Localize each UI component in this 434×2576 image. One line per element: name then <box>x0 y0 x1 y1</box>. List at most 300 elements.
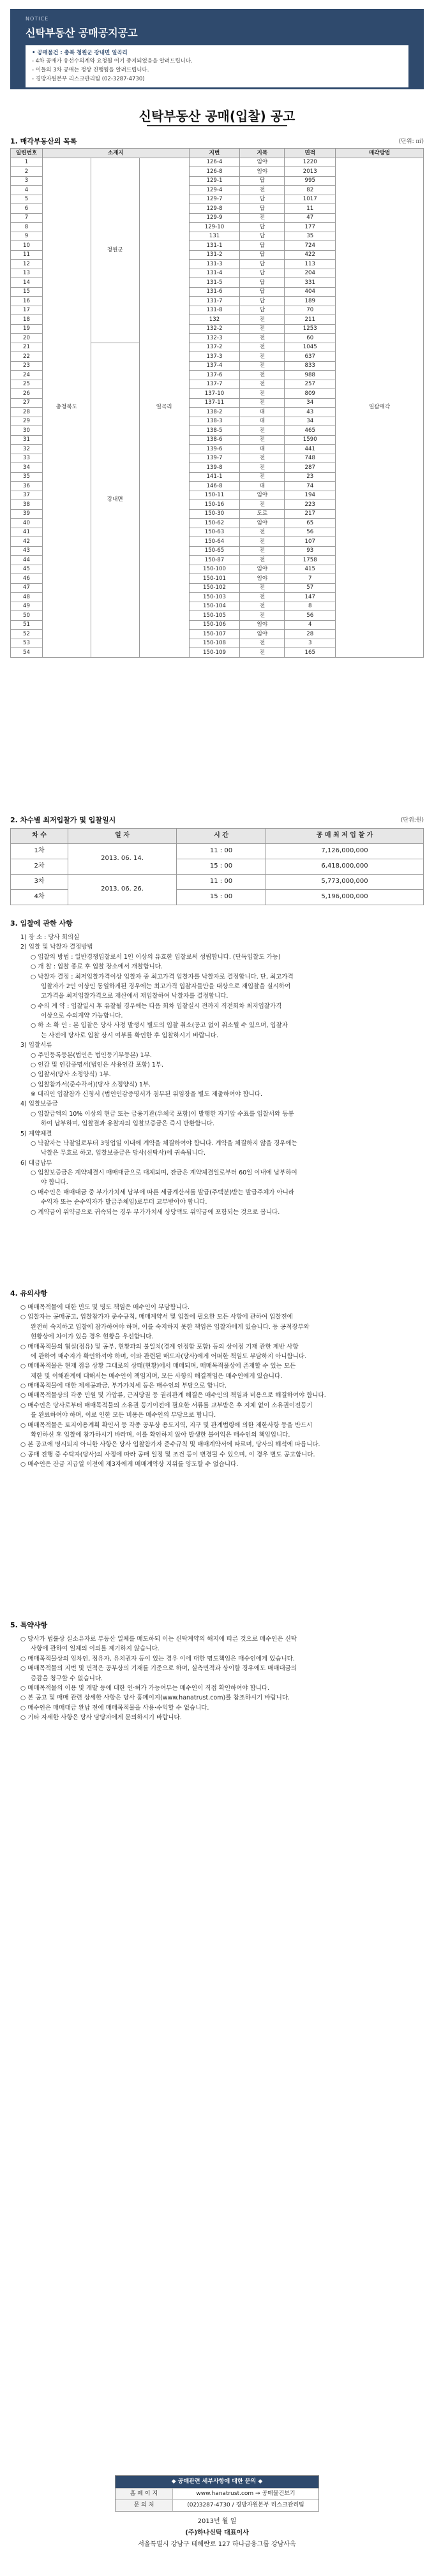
col-header: 지번 <box>189 149 240 158</box>
lot-number: 139-6 <box>189 445 240 454</box>
section-heading-3: 3. 입찰에 관한 사항 <box>10 919 73 928</box>
min-price: 6,418,000,000 <box>266 859 424 875</box>
text-line: 5) 계약체결 <box>20 1130 52 1137</box>
text-line: ○ 매수인은 매매대금 완납 전에 매매목적물을 사용·수익할 수 없습니다. <box>20 1704 209 1712</box>
bid-schedule-table <box>10 828 424 905</box>
land-category: 답 <box>240 204 285 214</box>
area: 1017 <box>285 195 336 204</box>
lot-number: 129-1 <box>189 176 240 186</box>
town-cell: 강내면 <box>91 343 139 657</box>
text-line: ○ 입찰보증금은 계약체결시 매매대금으로 대체되며, 잔금은 계약체결일로부터 60일 이내에 납부하여 <box>31 1169 297 1176</box>
land-category: 대 <box>240 445 285 454</box>
county-cell: 청원군 <box>91 158 139 343</box>
lot-number: 126-8 <box>189 167 240 177</box>
land-category: 답 <box>240 176 285 186</box>
land-category: 답 <box>240 223 285 232</box>
inquiry-key: 홈 페 이 지 <box>116 2489 173 2499</box>
sale-method-cell: 일괄매각 <box>336 158 424 657</box>
area: 194 <box>285 491 336 500</box>
text-line: ○ 입찰참가서(준수각서)(당사 소정양식) 1부. <box>31 1081 151 1088</box>
area: 833 <box>285 361 336 371</box>
lot-number: 150-107 <box>189 630 240 639</box>
text-line: ○ 인감 및 인감증명서(법인은 사용인감 포함) 1부. <box>31 1061 164 1069</box>
lot-number: 131-1 <box>189 241 240 251</box>
serial-number: 23 <box>11 361 43 371</box>
min-price: 5,773,000,000 <box>266 875 424 890</box>
lot-number: 131-6 <box>189 287 240 297</box>
area: 93 <box>285 546 336 556</box>
inquiry-row <box>116 2488 318 2499</box>
lot-number: 150-100 <box>189 565 240 574</box>
bid-terms-block <box>10 933 424 1217</box>
bid-date: 2013. 06. 26. <box>68 875 177 905</box>
land-category: 답 <box>240 297 285 306</box>
land-category: 전 <box>240 556 285 565</box>
lot-number: 131-2 <box>189 250 240 260</box>
text-line: 야 합니다. <box>41 1179 68 1187</box>
text-line: ○ 매매목적물에 대한 민도 및 명도 책임은 매수인이 부담합니다. <box>20 1304 190 1311</box>
text-line: ○ 본 공고에 명시되지 아니한 사항은 당사 입찰참가자 준수규칙 및 매매계약서에 따르며, 당사의 해석에 따릅니다. <box>20 1441 320 1449</box>
serial-number: 9 <box>11 232 43 241</box>
area: 415 <box>285 565 336 574</box>
lot-number: 138-3 <box>189 417 240 426</box>
area: 56 <box>285 611 336 621</box>
area: 1220 <box>285 158 336 167</box>
serial-number: 46 <box>11 574 43 584</box>
area: 34 <box>285 398 336 408</box>
col-header: 소재지 <box>42 149 189 158</box>
land-category: 전 <box>240 602 285 611</box>
text-line: ○ 매매목적물상의 각종 민원 및 가압류, 근저당권 등 권리관계 해결은 매수인의 책임과 비용으로 해결하여야 합니다. <box>20 1392 326 1400</box>
col-header: 면적 <box>285 149 336 158</box>
area: 809 <box>285 389 336 399</box>
serial-number: 17 <box>11 306 43 315</box>
land-category: 임야 <box>240 565 285 574</box>
lot-number: 150-63 <box>189 528 240 537</box>
bid-date: 2013. 06. 14. <box>68 844 177 875</box>
land-category: 전 <box>240 435 285 445</box>
text-line: ○ 매수인은 잔금 지급일 이전에 제3자에게 매매계약상 지위를 양도할 수 없습니다. <box>20 1461 239 1468</box>
land-category: 답 <box>240 260 285 269</box>
area: 189 <box>285 297 336 306</box>
lot-number: 131-3 <box>189 260 240 269</box>
page-title: 신탁부동산 공매(입찰) 공고 <box>138 108 296 124</box>
banner-tag: NOTICE <box>26 16 49 22</box>
text-line: 이상으로 수의계약 가능합니다. <box>41 1012 123 1019</box>
land-category: 답 <box>240 250 285 260</box>
lot-number: 131-8 <box>189 306 240 315</box>
area: 748 <box>285 454 336 463</box>
land-category: 도로 <box>240 509 285 519</box>
area: 223 <box>285 500 336 510</box>
serial-number: 18 <box>11 315 43 325</box>
area: 441 <box>285 445 336 454</box>
text-line: ○ 매매목적물은 토지이용계획 확인서 등 각종 공부상 용도지역, 지구 및 관계법령에 의한 제한사항 등을 반드시 <box>20 1421 313 1429</box>
land-category: 전 <box>240 528 285 537</box>
area: 113 <box>285 260 336 269</box>
serial-number: 11 <box>11 250 43 260</box>
land-category: 전 <box>240 398 285 408</box>
serial-number: 51 <box>11 620 43 630</box>
text-line: 사항에 관하여 일체의 이의를 제기하지 않습니다. <box>31 1645 160 1653</box>
lot-number: 150-64 <box>189 537 240 547</box>
text-line: ○ 계약금이 위약금으로 귀속되는 경우 부가가치세 상당액도 위약금에 포함되는 것으로 봅니다. <box>31 1208 280 1216</box>
text-line: ○ 입찰자는 공매공고, 입찰참가자 준수규칙, 매매계약서 및 입찰에 필요한 모든 사항에 관하여 입찰전에 <box>20 1314 293 1321</box>
lot-number: 132-3 <box>189 334 240 343</box>
text-line: 4) 입찰보증금 <box>20 1100 58 1108</box>
serial-number: 5 <box>11 195 43 204</box>
village-cell: 일곡리 <box>139 158 189 657</box>
lot-number: 132 <box>189 315 240 325</box>
serial-number: 29 <box>11 417 43 426</box>
col-header: 일련번호 <box>11 149 43 158</box>
area: 43 <box>285 408 336 417</box>
serial-number: 48 <box>11 593 43 602</box>
banner-line: • 공매물건 : 충북 청원군 강내면 일곡리 <box>32 49 128 56</box>
land-category: 대 <box>240 408 285 417</box>
lot-number: 150-109 <box>189 648 240 658</box>
lot-number: 141-1 <box>189 472 240 482</box>
land-category: 전 <box>240 334 285 343</box>
serial-number: 16 <box>11 297 43 306</box>
text-line: 3) 입찰서류 <box>20 1042 52 1049</box>
text-line: ○ 매매목적물에 대한 제세공과금, 부가가치세 등은 매수인의 부담으로 합니다. <box>20 1382 227 1389</box>
lot-number: 137-11 <box>189 398 240 408</box>
area: 1590 <box>285 435 336 445</box>
area: 637 <box>285 352 336 362</box>
serial-number: 24 <box>11 371 43 380</box>
land-category: 임야 <box>240 519 285 528</box>
lot-number: 150-102 <box>189 583 240 593</box>
serial-number: 53 <box>11 639 43 648</box>
serial-number: 54 <box>11 648 43 658</box>
land-category: 전 <box>240 611 285 621</box>
table2-unit: (단위:원) <box>400 817 424 824</box>
serial-number: 43 <box>11 546 43 556</box>
title-underline <box>147 125 287 126</box>
text-line: 에 관하여 매수자가 확인하셔야 하며, 이와 관련된 매도자(당사)에게 어떠한 책임도 부담하지 아니합니다. <box>31 1352 307 1360</box>
serial-number: 33 <box>11 454 43 463</box>
col-header: 매각방법 <box>336 149 424 158</box>
text-line: ○ 개 찰 : 입찰 종료 후 입찰 장소에서 개찰합니다. <box>31 963 163 971</box>
lot-number: 150-87 <box>189 556 240 565</box>
land-category: 답 <box>240 306 285 315</box>
table-row <box>11 158 424 167</box>
text-line: 고가격을 최저입찰가격으로 재산에서 재입찰하여 낙찰자를 결정합니다. <box>41 993 228 1000</box>
serial-number: 12 <box>11 260 43 269</box>
land-category: 전 <box>240 315 285 325</box>
text-line: ○ 입찰의 방법 : 일반경쟁입찰로서 1인 이상의 유효한 입찰로써 성립합니다. (단독입찰도 가능) <box>31 953 281 961</box>
serial-number: 49 <box>11 602 43 611</box>
lot-number: 146-8 <box>189 482 240 491</box>
area: 35 <box>285 232 336 241</box>
text-line: ○ 매매목적물의 지번 및 면적은 공부상의 기재를 기준으로 하며, 실측면적과 상이할 경우에도 매매대금의 <box>20 1665 297 1673</box>
area: 56 <box>285 528 336 537</box>
area: 28 <box>285 630 336 639</box>
serial-number: 6 <box>11 204 43 214</box>
lot-number: 131-7 <box>189 297 240 306</box>
land-category: 전 <box>240 380 285 389</box>
land-category: 전 <box>240 324 285 334</box>
area: 147 <box>285 593 336 602</box>
serial-number: 31 <box>11 435 43 445</box>
serial-number: 30 <box>11 426 43 436</box>
col-header: 지목 <box>240 149 285 158</box>
area: 1045 <box>285 343 336 352</box>
table-row <box>11 844 424 859</box>
area: 57 <box>285 583 336 593</box>
serial-number: 42 <box>11 537 43 547</box>
area: 465 <box>285 426 336 436</box>
area: 422 <box>285 250 336 260</box>
min-price: 7,126,000,000 <box>266 844 424 859</box>
text-line: ○ 낙찰자는 낙찰일로부터 3영업일 이내에 계약을 체결하여야 합니다. 계약을 체결하지 않을 경우에는 <box>31 1139 297 1147</box>
lot-number: 126-4 <box>189 158 240 167</box>
lot-number: 150-105 <box>189 611 240 621</box>
lot-number: 129-8 <box>189 204 240 214</box>
text-line: 1) 장 소 : 당사 회의실 <box>20 934 80 941</box>
text-line: 증감을 청구할 수 없습니다. <box>31 1675 103 1682</box>
text-line: ○ 주민등록등본(법인은 법인등기부등본) 1부. <box>31 1051 152 1059</box>
table1-unit: (단위: ㎡) <box>398 138 424 145</box>
text-line: ○ 입찰서(당사 소정양식) 1부. <box>31 1071 111 1079</box>
text-line: ○ 매수인은 매매대금 중 부가가치세 납부에 따른 세금계산서를 발급(주택분)받는 발급주체가 아니라 <box>31 1188 294 1196</box>
area: 204 <box>285 269 336 278</box>
section-heading-4: 4. 유의사항 <box>10 1289 48 1298</box>
lot-number: 150-30 <box>189 509 240 519</box>
serial-number: 20 <box>11 334 43 343</box>
area: 724 <box>285 241 336 251</box>
land-category: 전 <box>240 454 285 463</box>
lot-number: 131-5 <box>189 278 240 288</box>
round: 3차 <box>11 875 68 890</box>
min-price: 5,196,000,000 <box>266 890 424 905</box>
notice-banner <box>10 9 424 89</box>
lot-number: 150-108 <box>189 639 240 648</box>
text-line: ○ 매매목적물의 이용 및 개발 등에 대한 인·허가 가능여부는 매수인이 직접 확인하여야 합니다. <box>20 1684 270 1692</box>
area: 11 <box>285 204 336 214</box>
text-line: ○ 공매 진행 중 수탁자(당사)의 사정에 따라 공매 일정 및 조건 등이 변경될 수 있으며, 이 경우 별도 공고합니다. <box>20 1451 315 1458</box>
serial-number: 1 <box>11 158 43 167</box>
land-category: 답 <box>240 287 285 297</box>
land-category: 전 <box>240 537 285 547</box>
serial-number: 4 <box>11 186 43 195</box>
serial-number: 21 <box>11 343 43 352</box>
land-category: 전 <box>240 426 285 436</box>
area: 1253 <box>285 324 336 334</box>
serial-number: 15 <box>11 287 43 297</box>
area: 23 <box>285 472 336 482</box>
text-line: 완전히 숙지하고 입찰에 참가하여야 하며, 이를 숙지하지 못한 책임은 입찰자에게 있습니다. 등 공적장부와 <box>31 1323 310 1331</box>
bid-time: 15 : 00 <box>177 890 266 905</box>
area: 107 <box>285 537 336 547</box>
serial-number: 45 <box>11 565 43 574</box>
serial-number: 52 <box>11 630 43 639</box>
lot-number: 137-2 <box>189 343 240 352</box>
property-list-table <box>10 148 424 658</box>
text-line: ○ 낙찰자 결정 : 최저입찰가격이상 입찰자 중 최고가격 입찰자를 낙찰자로 결정합니다. 단, 최고가격 <box>31 973 294 981</box>
area: 211 <box>285 315 336 325</box>
land-category: 답 <box>240 232 285 241</box>
lot-number: 137-3 <box>189 352 240 362</box>
land-category: 전 <box>240 343 285 352</box>
text-line: ○ 매수인은 당사로부터 매매목적물의 소유권 등기이전에 필요한 서류를 교부받은 후 지체 없이 소유권이전등기 <box>20 1402 313 1409</box>
land-category: 대 <box>240 417 285 426</box>
text-line: ○ 기타 자세한 사항은 당사 담당자에게 문의하시기 바랍니다. <box>20 1714 182 1721</box>
land-category: 전 <box>240 186 285 195</box>
text-line: ○ 수의 계 약 : 입찰일시 후 유찰될 경우에는 다음 회차 입찰실시 전까지 직전회차 최저입찰가격 <box>31 1002 282 1010</box>
text-line: ○ 입찰금액의 10% 이상의 현금 또는 금융기관(우체국 포함)이 발행한 자기앞 수표를 입찰서와 동봉 <box>31 1110 294 1118</box>
lot-number: 131-4 <box>189 269 240 278</box>
bid-time: 11 : 00 <box>177 844 266 859</box>
area: 331 <box>285 278 336 288</box>
land-category: 전 <box>240 463 285 473</box>
text-line: 하여 납부하며, 입찰결과 유찰자의 입찰보증금은 즉시 반환합니다. <box>41 1120 214 1128</box>
area: 995 <box>285 176 336 186</box>
area: 70 <box>285 306 336 315</box>
land-category: 전 <box>240 583 285 593</box>
lot-number: 129-4 <box>189 186 240 195</box>
serial-number: 47 <box>11 583 43 593</box>
serial-number: 38 <box>11 500 43 510</box>
area: 2013 <box>285 167 336 177</box>
serial-number: 7 <box>11 213 43 223</box>
text-line: 입찰자가 2인 이상인 동일하게된 경우에는 최고가격 입찰자들만을 대상으로 재입찰을 실시하여 <box>41 982 291 990</box>
round: 4차 <box>11 890 68 905</box>
text-line: 는 사전에 당사로 입찰 상시 여부를 확인한 후 입찰하시기 바랍니다. <box>41 1032 218 1039</box>
lot-number: 139-8 <box>189 463 240 473</box>
lot-number: 150-103 <box>189 593 240 602</box>
serial-number: 22 <box>11 352 43 362</box>
banner-title: 신탁부동산 공매공지공고 <box>26 26 138 39</box>
lot-number: 138-6 <box>189 435 240 445</box>
land-category: 임야 <box>240 574 285 584</box>
lot-number: 129-9 <box>189 213 240 223</box>
serial-number: 27 <box>11 398 43 408</box>
area: 217 <box>285 509 336 519</box>
serial-number: 28 <box>11 408 43 417</box>
land-category: 답 <box>240 241 285 251</box>
area: 165 <box>285 648 336 658</box>
lot-number: 131 <box>189 232 240 241</box>
special-terms-block <box>10 1634 424 1722</box>
area: 4 <box>285 620 336 630</box>
lot-number: 150-65 <box>189 546 240 556</box>
serial-number: 8 <box>11 223 43 232</box>
area: 65 <box>285 519 336 528</box>
lot-number: 132-2 <box>189 324 240 334</box>
bid-time: 11 : 00 <box>177 875 266 890</box>
lot-number: 137-6 <box>189 371 240 380</box>
area: 34 <box>285 417 336 426</box>
col-header: 공 매 최 저 입 찰 가 <box>266 829 424 844</box>
section-heading-2: 2. 차수별 최저입찰가 및 입찰일시 <box>10 816 116 824</box>
text-line: ※ 대리인 입찰참가 신청서 (법인인감증명서가 첨부된 위임장을 별도 제출하여야 합니다. <box>31 1091 263 1098</box>
serial-number: 40 <box>11 519 43 528</box>
land-category: 전 <box>240 648 285 658</box>
text-line: 2) 입찰 및 낙찰자 결정방법 <box>20 944 93 951</box>
land-category: 임야 <box>240 620 285 630</box>
company-name: (주)하나신탁 대표이사 <box>185 2529 249 2536</box>
inquiry-box <box>115 2475 319 2512</box>
banner-summary-box <box>26 45 408 87</box>
region-cell: 충청북도 <box>42 158 91 657</box>
lot-number: 150-101 <box>189 574 240 584</box>
section-heading-5: 5. 특약사항 <box>10 1621 48 1629</box>
lot-number: 139-7 <box>189 454 240 463</box>
text-line: 를 완료하여야 하며, 이로 인한 모든 비용은 매수인의 부담으로 합니다. <box>31 1412 216 1419</box>
round: 1차 <box>11 844 68 859</box>
inquiry-title: ◆ 공매관련 세부사항에 대한 문의 ◆ <box>116 2476 318 2488</box>
banner-line: - 이들의 3차 공매는 정상 진행됨을 알려드립니다. <box>32 66 149 73</box>
area: 988 <box>285 371 336 380</box>
land-category: 전 <box>240 639 285 648</box>
area: 404 <box>285 287 336 297</box>
text-line: 수익자 또는 순수익자가 발급주체임)로부터 교부받아야 합니다. <box>41 1199 207 1206</box>
land-category: 전 <box>240 472 285 482</box>
contact-phone: (02)3287-4730 / 경방자원본부 리스크관리팀 <box>187 2502 304 2509</box>
text-line: ○ 하 소 확 인 : 본 입찰은 당사 사정 발생시 별도의 입찰 취소(공고 없이 취소될 수 있으며, 입찰자 <box>31 1022 288 1030</box>
area: 60 <box>285 334 336 343</box>
land-category: 전 <box>240 371 285 380</box>
company-address: 서울특별시 강남구 테헤란로 127 하나금융그룹 강남사옥 <box>138 2541 296 2548</box>
serial-number: 26 <box>11 389 43 399</box>
notice-date: 2013년 월 일 <box>197 2518 237 2525</box>
serial-number: 41 <box>11 528 43 537</box>
serial-number: 14 <box>11 278 43 288</box>
lot-number: 138-2 <box>189 408 240 417</box>
lot-number: 137-10 <box>189 389 240 399</box>
text-line: ○ 매매목적물상의 임차인, 점유자, 유치권자 등이 있는 경우 이에 대한 명도책임은 매수인에게 있습니다. <box>20 1655 295 1662</box>
land-category: 전 <box>240 352 285 362</box>
notes-block <box>10 1303 424 1469</box>
serial-number: 36 <box>11 482 43 491</box>
serial-number: 50 <box>11 611 43 621</box>
area: 7 <box>285 574 336 584</box>
area: 1758 <box>285 556 336 565</box>
text-line: ○ 매매목적물은 현재 점유 상황 그대로의 상태(현황)에서 매매되며, 매매목적물상에 존재할 수 있는 모든 <box>20 1363 296 1370</box>
homepage-link[interactable]: www.hanatrust.com → 공매물건보기 <box>196 2491 296 2498</box>
lot-number: 150-106 <box>189 620 240 630</box>
area: 3 <box>285 639 336 648</box>
serial-number: 32 <box>11 445 43 454</box>
lot-number: 150-62 <box>189 519 240 528</box>
section-heading-1: 1. 매각부동산의 목록 <box>10 137 77 145</box>
land-category: 전 <box>240 500 285 510</box>
table-row <box>11 875 424 890</box>
serial-number: 37 <box>11 491 43 500</box>
lot-number: 150-16 <box>189 500 240 510</box>
serial-number: 39 <box>11 509 43 519</box>
land-category: 임야 <box>240 167 285 177</box>
text-line: 6) 대금납부 <box>20 1159 52 1167</box>
land-category: 전 <box>240 546 285 556</box>
text-line: ○ 당사가 법률상 실소유자로 부동산 일체를 매도하되 이는 신탁계약의 해지에 따른 것으로 매수인은 신탁 <box>20 1636 297 1643</box>
area: 74 <box>285 482 336 491</box>
land-category: 전 <box>240 213 285 223</box>
land-category: 답 <box>240 278 285 288</box>
serial-number: 25 <box>11 380 43 389</box>
col-header: 차 수 <box>11 829 68 844</box>
text-line: 낙찰은 무효로 하고, 입찰보증금은 당사(신탁사)에 귀속됩니다. <box>41 1150 206 1157</box>
inquiry-row <box>116 2499 318 2511</box>
serial-number: 44 <box>11 556 43 565</box>
inquiry-key: 문 의 처 <box>116 2500 173 2511</box>
serial-number: 34 <box>11 463 43 473</box>
serial-number: 13 <box>11 269 43 278</box>
serial-number: 2 <box>11 167 43 177</box>
land-category: 임야 <box>240 491 285 500</box>
